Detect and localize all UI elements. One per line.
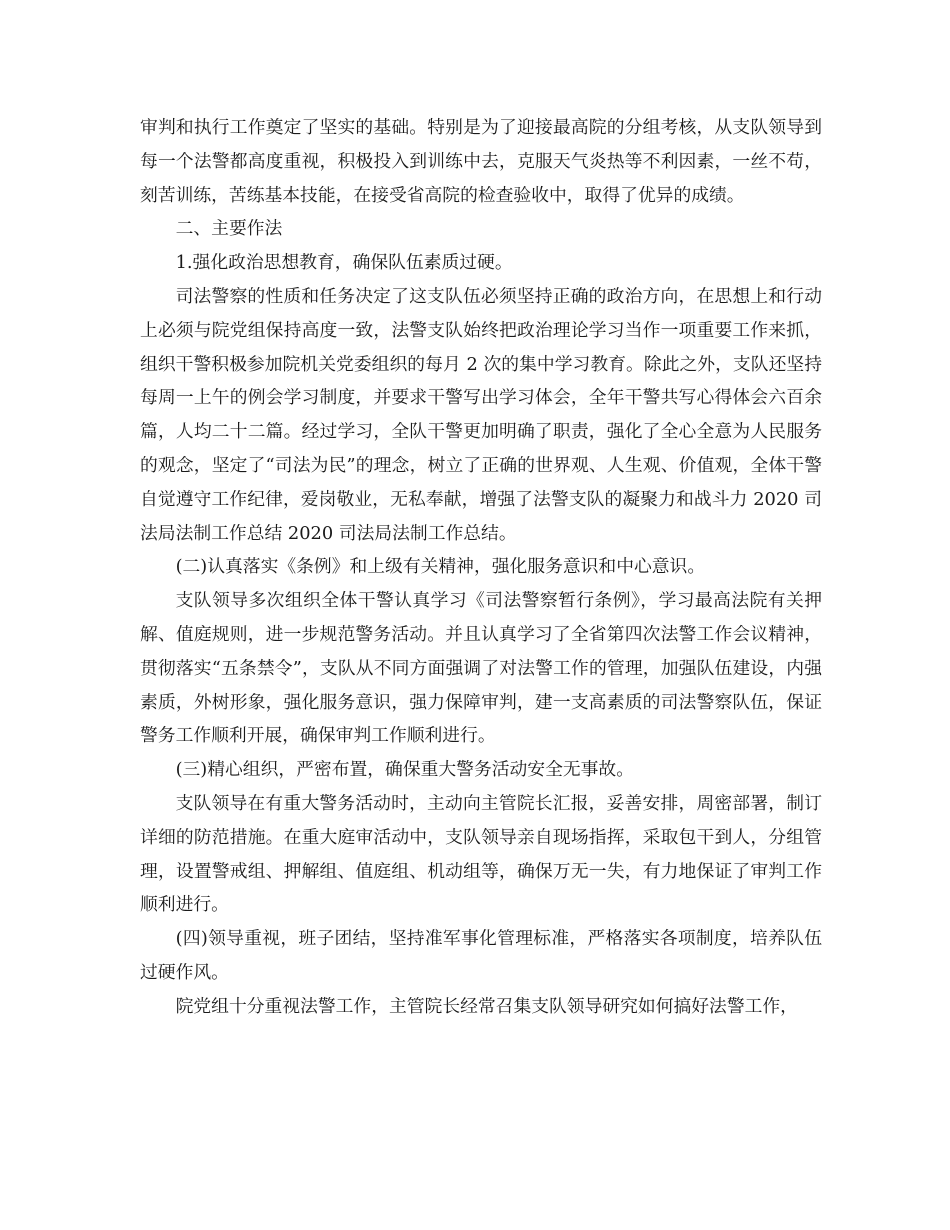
subheading-regulations: (二)认真落实《条例》和上级有关精神，强化服务意识和中心意识。 — [175, 556, 706, 578]
paragraph-organization: 支队领导在有重大警务活动时，主动向主管院长汇报，妥善安排，周密部署，制订详细的防范措施。在重大庭审活动中，支队领导亲自现场指挥，采取包干到人，分组管理，设置警戒组、押解组、值庭组、机动组等，确保万无一失，有力地保证了审判工作顺利进行。 — [140, 792, 822, 916]
paragraph-leadership: 院党组十分重视法警工作，主管院长经常召集支队领导研究如何搞好法警工作， — [175, 995, 798, 1017]
paragraph-political-education: 司法警察的性质和任务决定了这支队伍必须坚持正确的政治方向，在思想上和行动上必须与院党组保持高度一致，法警支队始终把政治理论学习当作一项重要工作来抓，组织干警积极参加院机关党委组织的每月 2 次的集中学习教育。除此之外，支队还坚持每周一上午的例会学习制度，并要求干警写出学习体会，全年干警共写心得体会六百余篇，人均二十二篇。经过学习，全队干警更加明确了职责，强化了全心全意为人民服务的观念，坚定了“司法为民”的理念，树立了正确的世界观、人生观、价值观，全体干警自觉遵守工作纪律，爱岗敬业，无私奉献，增强了法警支队的凝聚力和战斗力 2020 司法局法制工作总结 2020 司法局法制工作总结。 — [140, 285, 822, 544]
subheading-organization: (三)精心组织，严密布置，确保重大警务活动安全无事故。 — [175, 759, 634, 781]
paragraph-regulations: 支队领导多次组织全体干警认真学习《司法警察暂行条例》，学习最高法院有关押解、值庭规则，进一步规范警务活动。并且认真学习了全省第四次法警工作会议精神，贯彻落实“五条禁令”，支队从不同方面强调了对法警工作的管理，加强队伍建设，内强素质，外树形象，强化服务意识，强力保障审判，建一支高素质的司法警察队伍，保证警务工作顺利开展，确保审判工作顺利进行。 — [140, 590, 822, 747]
paragraph-continuation: 审判和执行工作奠定了坚实的基础。特别是为了迎接最高院的分组考核，从支队领导到每一个法警都高度重视，积极投入到训练中去，克服天气炎热等不利因素，一丝不苟，刻苦训练，苦练基本技能，在接受省高院的检查验收中，取得了优异的成绩。 — [140, 117, 822, 206]
subheading-leadership: (四)领导重视，班子团结，坚持准军事化管理标准，严格落实各项制度，培养队伍过硬作风。 — [140, 928, 822, 983]
section-heading-main-methods: 二、主要作法 — [175, 218, 283, 240]
document-page — [140, 111, 822, 1024]
subheading-political-education: 1.强化政治思想教育，确保队伍素质过硬。 — [175, 252, 513, 274]
